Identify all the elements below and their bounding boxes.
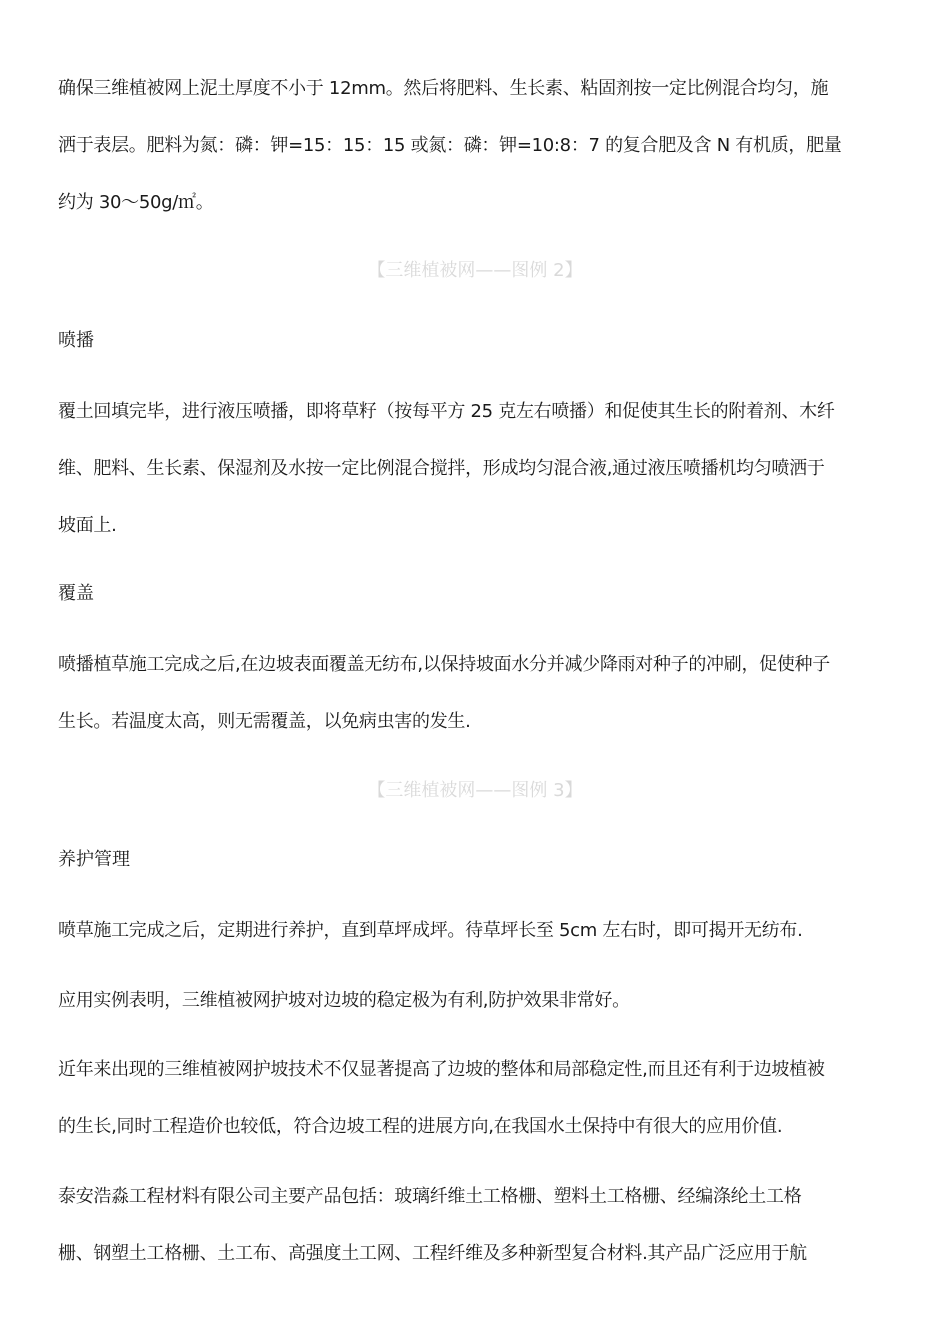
text-line: 应用实例表明，三维植被网护坡对边坡的稳定极为有利,防护效果非常好。 — [58, 990, 630, 1011]
paragraph-technology — [58, 1041, 894, 1155]
text-line: 近年来出现的三维植被网护坡技术不仅显著提高了边坡的整体和局部稳定性,而且还有利于边坡植被 — [58, 1059, 825, 1080]
paragraph-covering — [58, 636, 894, 750]
section-heading-covering: 覆盖 — [58, 583, 94, 604]
text-line: 洒于表层。肥料为氮：磷：钾=15：15：15 或氮：磷：钾=10:8：7 的复合肥及含 N 有机质，肥量 — [58, 135, 842, 156]
text-line: 喷播植草施工完成之后,在边坡表面覆盖无纺布,以保持坡面水分并减少降雨对种子的冲刷，促使种子 — [58, 654, 830, 675]
text-line: 维、肥料、生长素、保湿剂及水按一定比例混合搅拌，形成均匀混合液,通过液压喷播机均匀喷洒于 — [58, 458, 825, 479]
figure-caption-3: 【三维植被网——图例 3】 — [367, 780, 583, 801]
text-line: 泰安浩淼工程材料有限公司主要产品包括：玻璃纤维土工格栅、塑料土工格栅、经编涤纶土工格 — [58, 1186, 802, 1207]
figure-caption-2: 【三维植被网——图例 2】 — [367, 260, 583, 281]
text-line: 的生长,同时工程造价也较低，符合边坡工程的进展方向,在我国水土保持中有很大的应用价值. — [58, 1116, 783, 1137]
text-line: 栅、钢塑土工格栅、土工布、高强度土工网、工程纤维及多种新型复合材料.其产品广泛应用于航 — [58, 1243, 807, 1264]
text-line: 约为 30～50g/㎡。 — [58, 192, 214, 213]
section-heading-maintenance: 养护管理 — [58, 849, 130, 870]
text-line: 坡面上. — [58, 515, 117, 536]
paragraph-spraying — [58, 383, 894, 554]
paragraph-company — [58, 1168, 894, 1282]
text-line: 确保三维植被网上泥土厚度不小于 12mm。然后将肥料、生长素、粘固剂按一定比例混合均匀，施 — [58, 78, 829, 99]
text-line: 覆土回填完毕，进行液压喷播，即将草籽（按每平方 25 克左右喷播）和促使其生长的附着剂、木纤 — [58, 401, 835, 422]
text-line: 生长。若温度太高，则无需覆盖，以免病虫害的发生. — [58, 711, 471, 732]
paragraph-fertilizer — [58, 60, 894, 231]
text-line: 喷草施工完成之后，定期进行养护，直到草坪成坪。待草坪长至 5cm 左右时，即可揭开无纺布. — [58, 920, 803, 941]
paragraph-application — [58, 972, 894, 1029]
section-heading-spraying: 喷播 — [58, 330, 94, 351]
paragraph-maintenance — [58, 902, 894, 959]
